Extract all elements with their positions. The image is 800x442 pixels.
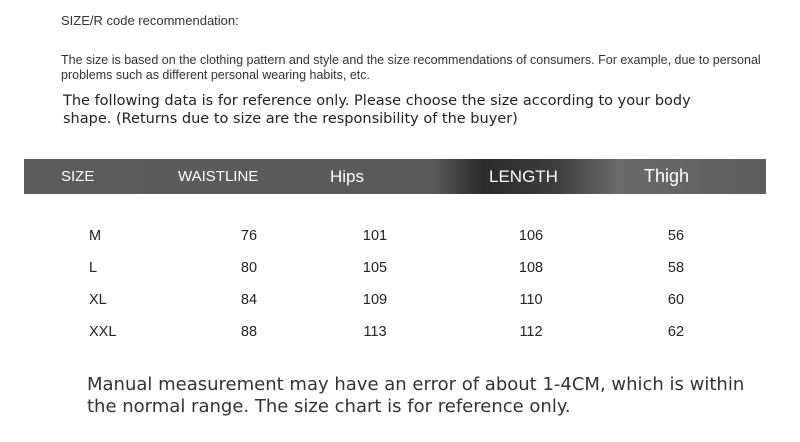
cell-length: 112 [519,324,543,340]
cell-hips: 109 [362,292,388,308]
cell-waistline: 80 [240,260,258,276]
measurement-disclaimer: Manual measurement may have an error of about 1-4CM, which is within the normal range. The size chart is for reference only. [87,374,745,417]
reference-note: The following data is for reference only. Please choose the size according to your body shape. (Returns due to size are the responsibility of the buyer) [63,93,691,127]
table-row [0,226,800,246]
header-thigh: Thigh [644,166,690,186]
cell-size: M [89,228,102,244]
cell-thigh: 56 [667,228,685,244]
header-length: LENGTH [489,167,558,186]
header-size: SIZE [61,168,95,185]
cell-thigh: 60 [667,292,685,308]
cell-size: L [89,260,98,276]
cell-waistline: 88 [240,324,258,340]
cell-length: 110 [519,292,543,308]
cell-length: 108 [518,260,544,276]
table-row [0,322,800,342]
cell-hips: 105 [362,260,388,276]
cell-waistline: 76 [240,228,258,244]
intro-text: The size is based on the clothing pattern and style and the size recommendations of consumers. For example, due to personal problems such as different personal wearing habits, etc. [61,53,761,82]
cell-thigh: 58 [667,260,685,276]
header-hips: Hips [330,167,365,186]
table-row [0,290,800,310]
cell-hips: 113 [363,324,387,340]
cell-waistline: 84 [240,292,258,308]
cell-size: XL [89,292,107,308]
cell-hips: 101 [362,228,388,244]
cell-length: 106 [518,228,544,244]
page-heading: SIZE/R code recommendation: [61,13,239,28]
header-waistline: WAISTLINE [178,168,259,185]
size-table-header [24,159,766,194]
table-row [0,258,800,278]
cell-thigh: 62 [667,324,685,340]
cell-size: XXL [89,324,117,340]
